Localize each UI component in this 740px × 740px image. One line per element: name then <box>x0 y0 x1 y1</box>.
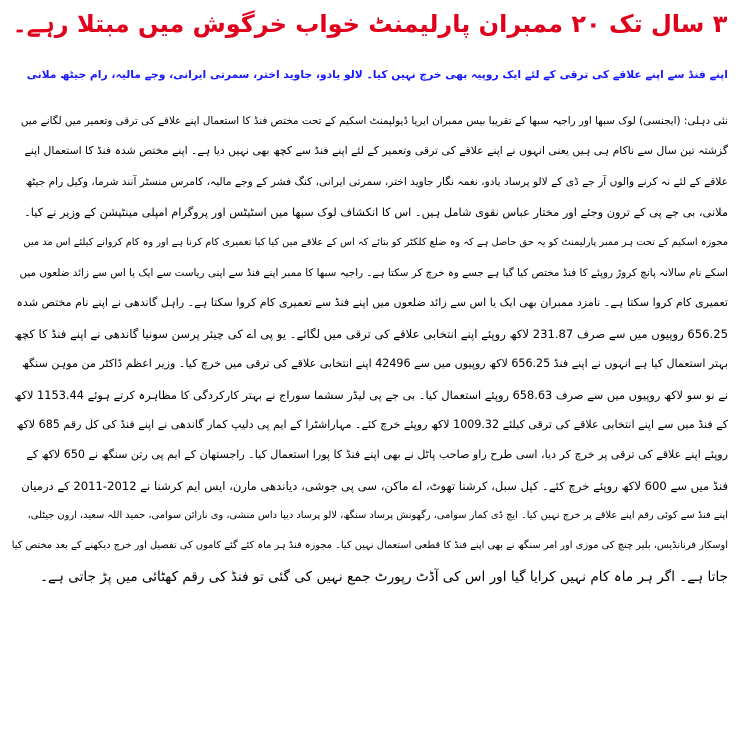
body-line: اوسکار فرنانڈیس، بلیر چنچ کی موزی اور امر سنگھ نے بھی اپنے فنڈ کا قطعی استعمال نہیں کیا۔ مجوزہ فنڈ ہر ماہ کئے گئے کاموں کی تفصیل اور خرچ دیکھنے کے بعد مختص کیا <box>12 540 728 552</box>
body-line: مجوزہ اسکیم کے تحت ہر ممبر پارلیمنٹ کو یہ حق حاصل ہے کہ وہ ضلع کلکٹر کو بتائے کہ اس کے علاقے میں کیا کیا تعمیری کام کرنا ہے اور وہ کام کروانے کیلئے اس مد میں <box>23 236 728 248</box>
body-line: روپئے اپنے علاقے کی ترقی پر خرچ کر دیا، اسی طرح راو صاحب پاٹل نے بھی اپنے فنڈ کا پورا استعمال کیا۔ راجستھان کے ایم پی رتن سنگھ نے 650 لاکھ کے <box>26 448 728 462</box>
headline: ۳ سال تک ۲۰ ممبران پارلیمنٹ خواب خرگوش میں مبتلا رہے۔ <box>12 10 728 38</box>
body-line: بہتر استعمال کیا ہے انہوں نے اپنے فنڈ 656.25 لاکھ روپیوں میں سے 42496 اپنے انتخابی علاقے کی ترقی میں خرچ کیا۔ وزیر اعظم ڈاکٹر من موہن سنگھ <box>22 357 728 371</box>
body-line: گزشتہ تین سال سے ناکام ہی ہیں یعنی انہوں نے اپنے علاقے کی ترقی وتعمیر کے لئے اپنے فنڈ سے کچھ بھی نہیں دیا ہے۔ اپنے مختص شدہ فنڈ کا استعمال اپنے <box>24 144 728 158</box>
article-body <box>12 106 728 592</box>
body-line: ملانی، بی جے پی کے ترون وجئے اور مختار عباس نقوی شامل ہیں۔ اس کا انکشاف لوک سبھا میں اسٹیٹس اور پروگرام امپلی مینٹیشن کے وزیر نے کیا۔ <box>24 205 728 220</box>
body-line: فنڈ میں سے 600 لاکھ روپئے خرچ کئے۔ کپل سبل، کرشنا تھوٹ، اے ماکن، سی پی جوشی، دیاندھی مارن، ایس ایم کرشنا نے 2012-2011 کے درمیان <box>21 478 728 493</box>
body-line: 656.25 روپیوں میں سے صرف 231.87 لاکھ روپئے اپنے انتخابی علاقے کی ترقی میں لگائے۔ یو پی اے کی چیئر پرسن سونیا گاندھی نے اپنے فنڈ کا کچھ <box>14 326 728 341</box>
subheadline: اپنے فنڈ سے اپنے علاقے کی ترقی کے لئے ایک روپیہ بھی خرچ نہیں کیا۔ لالو یادو، جاوید اختر، سمرتی ایرانی، وجے مالیہ، رام جیٹھ ملانی <box>26 68 728 81</box>
body-line: اسکے نام سالانہ پانچ کروڑ روپئے کا فنڈ مختص کیا گیا ہے جسے وہ خرچ کر سکتا ہے۔ راجیہ سبھا کا ممبر اپنے فنڈ سے اپنی ریاست سے ایک یا اس سے زائد ضلعوں میں <box>19 266 728 279</box>
body-line: کے فنڈ میں سے اپنے انتخابی علاقے کی ترقی کیلئے 1009.32 لاکھ روپئے خرچ کئے۔ مہاراشٹرا کے ایم پی دلیپ کمار گاندھی نے اپنے فنڈ کی کل رقم 685 لاکھ <box>16 417 728 431</box>
body-line: نے نو سو لاکھ روپیوں میں سے صرف 658.63 روپئے استعمال کیا۔ بی جے پی لیڈر سشما سوراج نے بہتر کارکردگی کا مظاہرہ کرتے ہوئے 1153.44 لاکھ <box>14 387 728 402</box>
body-line: علاقے کے لئے نہ کرنے والوں آر جے ڈی کے لالو پرساد یادو، نغمہ نگار جاوید اختر، سمرتی ایرانی، کنگ فشر کے وجے مالیہ، کامرس منسٹر آنند شرما، وکیل رام جیٹھ <box>25 175 728 188</box>
body-line: تعمیری کام کروا سکتا ہے۔ نامزد ممبران بھی ایک یا اس سے زائد ضلعوں میں اپنے فنڈ سے تعمیری کام کروا سکتا ہے۔ راہل گاندھی نے اپنے نام مختص شدہ <box>16 296 728 310</box>
body-line: نئی دہلی: (ایجنسی) لوک سبھا اور راجیہ سبھا کے تقریبا بیس ممبران ایریا ڈیولپمنٹ اسکیم کے تحت مختص فنڈ کا استعمال اپنے علاقے کی ترقی وتعمیر میں لگانے میں <box>20 115 728 127</box>
body-line: جاتا ہے۔ اگر ہر ماہ کام نہیں کرایا گیا اور اس کی آڈٹ رپورٹ جمع نہیں کی گئی تو فنڈ کی رقم کھٹائی میں پڑ جاتی ہے۔ <box>40 568 728 585</box>
body-line: اپنے فنڈ سے کوئی رقم اپنے علاقے پر خرچ نہیں کیا۔ ایچ ڈی کمار سوامی، رگھونش پرساد سنگھ، لالو پرساد دیپا داس منشی، وی نارائن سوامی، حمید اللہ سعید، ارون جیٹلی، <box>27 510 728 522</box>
